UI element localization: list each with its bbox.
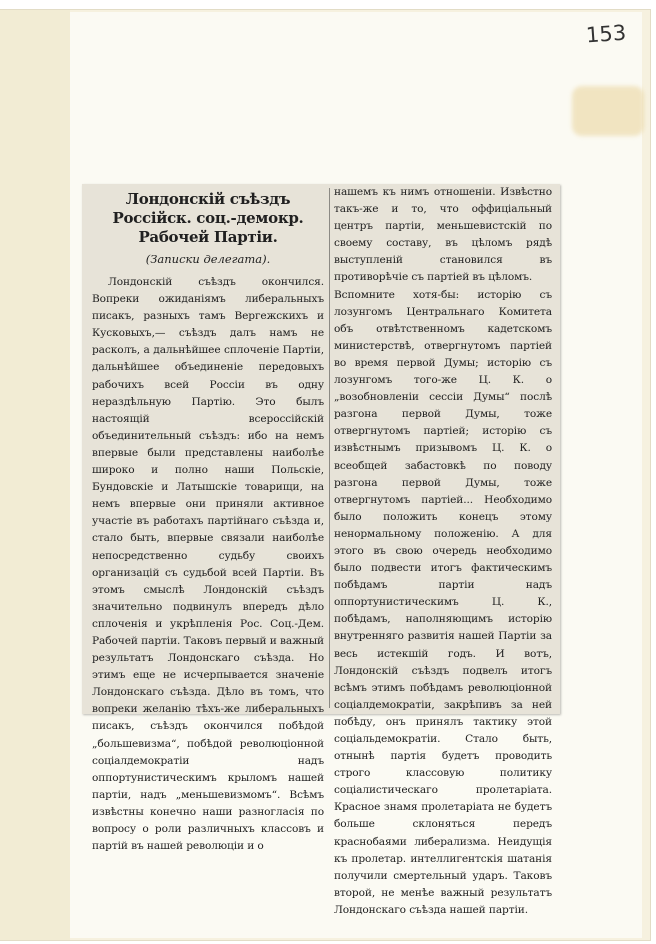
left-column-text: Лондонскій съѣздъ окончился. Вопреки ожиданіямъ либеральныхъ писакъ, разныхъ тамъ Вергежскихъ и Кусковыхъ,— съѣздъ далъ намъ не расколъ, а дальнѣйшее сплоченіе Партіи, дальнѣйшее объединеніе передовыхъ рабочихъ всей Россіи въ одну нераздѣльную Партію. Это былъ настоящій всероссійскій объединительный съѣздъ: ибо на немъ впервые были представлены наиболѣе широко и полно наши Польскіе, Бундовскіе и Латышскіе товарищи, на немъ впервые они приняли активное участіе въ работахъ партійнаго съѣзда и, стало быть, впервые связали наиболѣе непосредственно судьбу своихъ организацій съ судьбой всей Партіи. Въ этомъ смыслѣ Лондонскій съѣздъ значительно подвинулъ впередъ дѣло сплоченія и укрѣпленія Рос. Соц.-Дем. Рабочей партіи. Таковъ первый и важный результатъ Лондонскаго съѣзда. Но этимъ еще не исчерпывается значеніе Лондонскаго съѣзда. Дѣло въ томъ, что вопреки желанію тѣхъ-же либеральныхъ писакъ, съѣздъ окончился побѣдой „большевизма“, побѣдой революціонной соціалдемократіи надъ оппортунистическимъ крыломъ нашей партіи, надъ „меньшевизмомъ“. Всѣмъ извѣстны конечно наши разногласія по вопросу о роли различныхъ классовъ и партій въ нашей революціи и о [92, 276, 324, 853]
right-column-text: нашемъ къ нимъ отношеніи. Извѣстно такъ-же и то, что оффиціальный центръ партіи, меньшевистскій по своему составу, въ цѣломъ рядѣ выступленій становился въ противорѣчіе съ партіей въ цѣломъ. [334, 186, 552, 284]
article-subheadline: (Записки делегата). [145, 252, 271, 266]
right-column [334, 184, 552, 916]
right-column-text-2: Вспомните хотя-бы: исторію съ лозунгомъ Центральнаго Комитета объ отвѣтственномъ кадетскомъ министерствѣ, отвергнутомъ партіей во время первой Думы; исторію съ лозунгомъ того-же Ц. К. о „возобновленіи сессіи Думы“ послѣ разгона первой Думы, тоже отвергнутомъ партіей; исторію съ извѣстнымъ призывомъ Ц. К. о всеобщей забастовкѣ по поводу разгона первой Думы, тоже отвергнутомъ партіей... Необходимо было положить конецъ этому ненормальному положенію. А для этого въ свою очередь необходимо было подвести итогъ фактическимъ побѣдамъ партіи надъ оппортунистическимъ Ц. К., побѣдамъ, наполняющимъ исторію внутренняго развитія нашей Партіи за весь истекшій годъ. И вотъ, Лондонскій съѣздъ подвелъ итогъ всѣмъ этимъ побѣдамъ революціонной соціалдемократіи, закрѣпивъ за ней побѣду, онъ принялъ тактику этой соціальдемократіи. Стало быть, отнынѣ партія будетъ проводить строго классовую политику соціалистическаго пролетаріата. Красное знамя пролетаріата не будетъ больше склоняться передъ краснобаями либерализма. Неидущія къ пролетар. интеллигентскія шатанія получили смертельный ударъ. Таковъ второй, не менѣе важный результатъ Лондонскаго съѣзда нашей партіи. [334, 288, 552, 916]
binding-strip [0, 10, 70, 940]
newspaper-clipping [82, 184, 560, 916]
left-column [92, 184, 324, 853]
column-divider [329, 188, 330, 708]
page-number: 153 [585, 20, 627, 48]
article-headline: Лондонскій съѣздъ Россійск. соц.-демокр. Рабочей Партіи. [112, 190, 304, 246]
tape-stain [572, 86, 644, 136]
